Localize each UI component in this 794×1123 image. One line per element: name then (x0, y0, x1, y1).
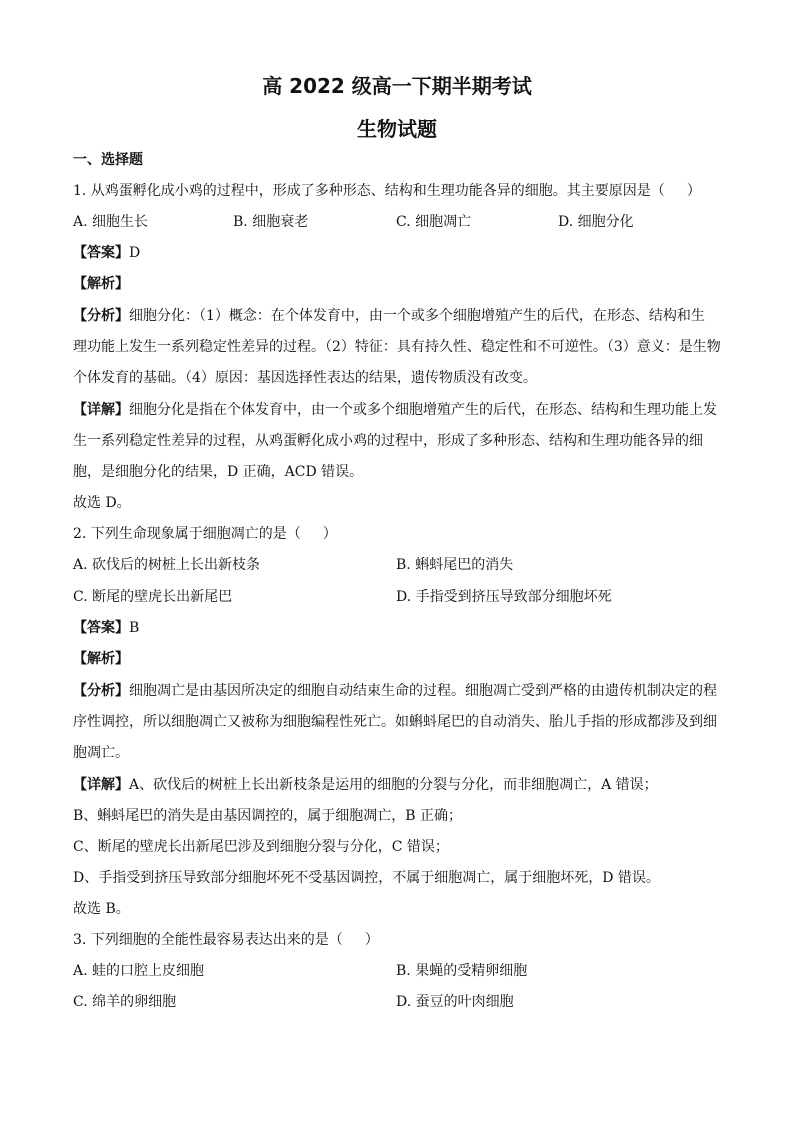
q2-xiangjie-line-1 (73, 777, 723, 793)
q2-option-c: C. 断尾的壁虎长出新尾巴 (73, 589, 233, 605)
q1-xiangjie-line-1 (73, 402, 723, 418)
q2-answer (73, 620, 723, 636)
q2-conclusion: 故选 B。 (73, 901, 130, 917)
exam-title: 高 2022 级高一下期半期考试 (262, 74, 532, 98)
q1-fenxi-text-1: 细胞分化：（1）概念：在个体发育中，由一个或多个细胞增殖产生的后代，在形态、结构和生 (129, 308, 705, 324)
q2-fenxi-text-1: 细胞凋亡是由基因所决定的细胞自动结束生命的过程。细胞凋亡受到严格的由遗传机制决定的程 (129, 683, 717, 699)
q1-analysis-tag: 【解析】 (73, 276, 129, 292)
q1-xiangjie-tag: 【详解】 (73, 402, 129, 418)
q3-stem-close: ） (364, 932, 379, 948)
q1-xiangjie-line-3: 胞，是细胞分化的结果，D 正确，ACD 错误。 (73, 464, 364, 480)
q2-answer-value: B (129, 620, 140, 636)
q3-stem-text: 3. 下列细胞的全能性最容易表达出来的是（ (73, 932, 343, 948)
q1-xiangjie-line-2: 生一系列稳定性差异的过程，从鸡蛋孵化成小鸡的过程中，形成了多种形态、结构和生理功能各异的细 (73, 433, 703, 449)
q3-option-a: A. 蛙的口腔上皮细胞 (73, 963, 205, 979)
q2-stem (73, 526, 723, 542)
q2-analysis-tag: 【解析】 (73, 651, 129, 667)
q2-fenxi-line-1 (73, 683, 723, 699)
q1-option-c: C. 细胞凋亡 (396, 214, 472, 230)
q2-stem-close: ） (322, 526, 337, 542)
q1-fenxi-line-1 (73, 308, 723, 324)
q1-option-b: B. 细胞衰老 (233, 214, 309, 230)
section-heading: 一、选择题 (73, 152, 143, 168)
q1-stem-text: 1. 从鸡蛋孵化成小鸡的过程中，形成了多种形态、结构和生理功能各异的细胞。其主要原因是（ (73, 183, 665, 199)
q1-answer (73, 245, 723, 261)
q2-fenxi-tag: 【分析】 (73, 683, 129, 699)
q1-answer-value: D (129, 245, 141, 261)
q2-xiangjie-line-3: C、断尾的壁虎长出新尾巴涉及到细胞分裂与分化，C 错误； (73, 839, 449, 855)
q1-fenxi-tag: 【分析】 (73, 308, 129, 324)
q2-fenxi-line-2: 序性调控，所以细胞凋亡又被称为细胞编程性死亡。如蝌蚪尾巴的自动消失、胎儿手指的形成都涉及到细 (73, 714, 717, 730)
q1-fenxi-line-2: 理功能上发生一系列稳定性差异的过程。（2）特征：具有持久性、稳定性和不可逆性。（3）意义：是生物 (73, 339, 721, 355)
subject-title: 生物试题 (357, 117, 437, 141)
q1-option-a: A. 细胞生长 (73, 214, 149, 230)
q1-fenxi-line-3: 个体发育的基础。（4）原因：基因选择性表达的结果，遗传物质没有改变。 (73, 370, 537, 386)
q2-option-d: D. 手指受到挤压导致部分细胞坏死 (396, 589, 612, 605)
q3-option-d: D. 蚕豆的叶肉细胞 (396, 994, 514, 1010)
q1-stem (73, 183, 723, 199)
q1-answer-tag: 【答案】 (73, 245, 129, 261)
q2-fenxi-line-3: 胞凋亡。 (73, 745, 129, 761)
q2-xiangjie-line-4: D、手指受到挤压导致部分细胞坏死不受基因调控，不属于细胞凋亡，属于细胞坏死，D 错误。 (73, 870, 660, 886)
q2-option-a: A. 砍伐后的树桩上长出新枝条 (73, 557, 261, 573)
q1-xiangjie-text-1: 细胞分化是指在个体发育中，由一个或多个细胞增殖产生的后代，在形态、结构和生理功能上发 (129, 402, 717, 418)
q2-xiangjie-text-1: A、砍伐后的树桩上长出新枝条是运用的细胞的分裂与分化，而非细胞凋亡，A 错误； (129, 777, 658, 793)
q3-option-c: C. 绵羊的卵细胞 (73, 994, 177, 1010)
q1-stem-close: ） (686, 183, 701, 199)
q3-stem (73, 932, 723, 948)
q2-stem-text: 2. 下列生命现象属于细胞凋亡的是（ (73, 526, 301, 542)
q2-xiangjie-tag: 【详解】 (73, 777, 129, 793)
q1-conclusion: 故选 D。 (73, 495, 131, 511)
q1-option-d: D. 细胞分化 (558, 214, 634, 230)
q2-option-b: B. 蝌蚪尾巴的消失 (396, 557, 514, 573)
q3-option-b: B. 果蝇的受精卵细胞 (396, 963, 528, 979)
q2-answer-tag: 【答案】 (73, 620, 129, 636)
q2-xiangjie-line-2: B、蝌蚪尾巴的消失是由基因调控的，属于细胞凋亡，B 正确； (73, 808, 463, 824)
